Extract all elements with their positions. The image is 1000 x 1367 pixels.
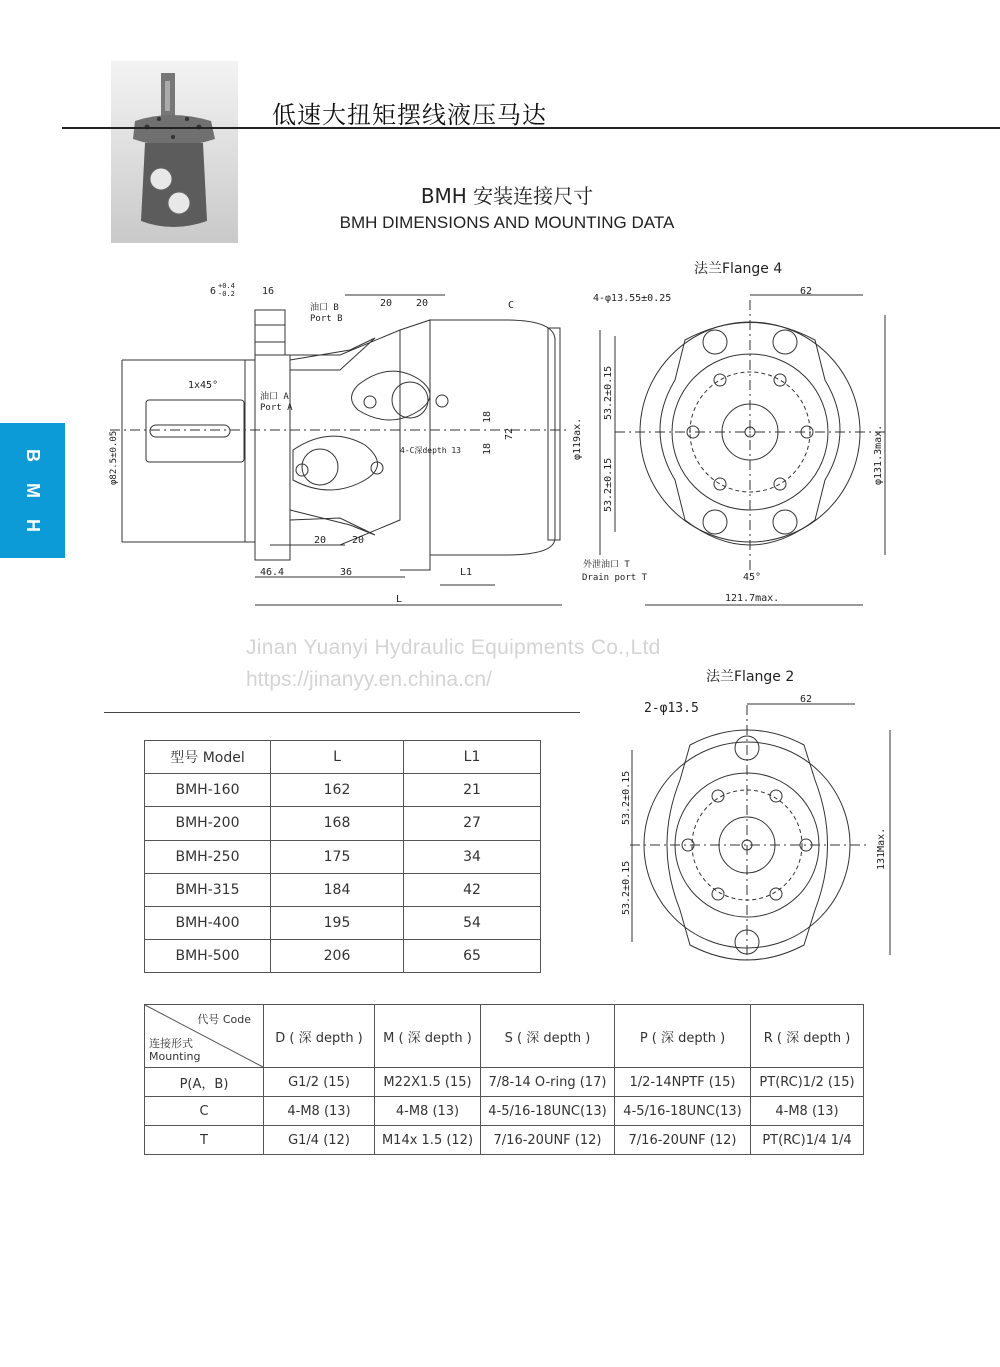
cell-m: 4-M8 (13) <box>375 1097 481 1126</box>
table-row <box>145 1068 864 1097</box>
dim-flange-tol-plus: +0.4 <box>218 282 235 290</box>
cell-l1: 42 <box>404 873 541 906</box>
cell-r: PT(RC)1/4 1/4 <box>751 1126 864 1155</box>
flange4-angle: 45° <box>743 572 762 583</box>
flange4-dim-upper: 53.2±0.15 <box>603 365 614 420</box>
cell-m: M14x 1.5 (12) <box>375 1126 481 1155</box>
cell-l1: 54 <box>404 906 541 939</box>
model-dimension-table <box>144 740 541 973</box>
header-d: D ( 深 depth ) <box>264 1005 375 1068</box>
cell-d: G1/2 (15) <box>264 1068 375 1097</box>
flange4-dim-dia: φ131.3max. <box>873 424 884 485</box>
section-title-cn: BMH 安装连接尺寸 <box>420 184 594 208</box>
cell-model: BMH-315 <box>145 873 271 906</box>
drain-label-cn: 外泄油口 T <box>583 560 630 570</box>
cell-model: BMH-250 <box>145 840 271 873</box>
dim-pilot: 16 <box>262 286 275 297</box>
cell-l1: 21 <box>404 774 541 807</box>
cell-r: PT(RC)1/2 (15) <box>751 1068 864 1097</box>
side-tab-letter: M <box>23 483 43 498</box>
watermark-url: https://jinanyy.en.china.cn/ <box>246 668 492 691</box>
cell-model: BMH-400 <box>145 906 271 939</box>
corner-cell <box>145 1005 264 1068</box>
table-row <box>145 873 541 906</box>
flange4-dim-lower: 53.2±0.15 <box>603 457 614 512</box>
table-row <box>145 1126 864 1155</box>
cell-l: 168 <box>271 807 404 840</box>
dim-18b: 18 <box>482 442 493 455</box>
drain-label-en: Drain port T <box>582 573 648 583</box>
flange4-dim-62: 62 <box>800 286 813 297</box>
mount-en: Mounting <box>149 1050 201 1063</box>
dim-flange-thk: 6 <box>210 286 217 297</box>
dim-port-a-20b: 20 <box>352 535 365 546</box>
flange2-dim-height: 131Max. <box>876 827 887 870</box>
flange2-dim-upper: 53.2±0.15 <box>621 770 632 825</box>
flange4-holes: 4-φ13.55±0.25 <box>593 293 672 304</box>
header-p: P ( 深 depth ) <box>615 1005 751 1068</box>
cell-l: 162 <box>271 774 404 807</box>
table-header-row <box>145 741 541 774</box>
table-row <box>145 906 541 939</box>
side-tab-letter: H <box>23 519 43 532</box>
cell-s: 4-5/16-18UNC(13) <box>481 1097 615 1126</box>
dim-46: 46.4 <box>260 567 285 578</box>
table-header-row <box>145 1005 864 1068</box>
port-a-label-cn: 油口 A <box>260 392 289 402</box>
cell-mounting: P(A，B) <box>145 1068 264 1097</box>
dim-18a: 18 <box>482 410 493 423</box>
corner-mount-label <box>149 1037 201 1063</box>
header-model: 型号 Model <box>145 741 271 774</box>
shaft-outline <box>146 400 244 462</box>
watermark-company: Jinan Yuanyi Hydraulic Equipments Co.,Ltd <box>246 636 661 659</box>
header-m: M ( 深 depth ) <box>375 1005 481 1068</box>
cell-l: 184 <box>271 873 404 906</box>
corner-code-label: 代号 Code <box>197 1013 251 1026</box>
cell-p: 7/16-20UNF (12) <box>615 1126 751 1155</box>
dim-port-b-20a: 20 <box>380 298 393 309</box>
page-title: 低速大扭矩摆线液压马达 <box>272 101 547 129</box>
section-divider <box>104 712 580 713</box>
dim-72: 72 <box>504 427 515 440</box>
port-b-label-en: Port B <box>310 314 343 324</box>
mount-cn: 连接形式 <box>149 1037 193 1050</box>
dim-body-dia: φ119ax. <box>572 417 583 460</box>
flange2-holes: 2-φ13.5 <box>644 701 699 716</box>
flange2-drawing <box>610 690 910 950</box>
flange2-dim-62: 62 <box>800 694 813 705</box>
cell-s: 7/16-20UNF (12) <box>481 1126 615 1155</box>
dim-36: 36 <box>340 567 353 578</box>
header-r: R ( 深 depth ) <box>751 1005 864 1068</box>
dim-l1: L1 <box>460 567 473 578</box>
dim-chamfer: 1x45° <box>188 380 219 391</box>
cell-model: BMH-500 <box>145 940 271 973</box>
port-b-label-cn: 油口 B <box>310 303 339 313</box>
cell-m: M22X1.5 (15) <box>375 1068 481 1097</box>
cell-p: 1/2-14NPTF (15) <box>615 1068 751 1097</box>
header-l: L <box>271 741 404 774</box>
flange2-title: 法兰Flange 2 <box>706 669 795 685</box>
dim-flange-tol-minus: -0.2 <box>218 290 235 298</box>
cell-r: 4-M8 (13) <box>751 1097 864 1126</box>
label-c-depth: 4-C深depth 13 <box>400 446 461 455</box>
port-connection-table <box>144 1004 864 1155</box>
cell-mounting: T <box>145 1126 264 1155</box>
cell-model: BMH-200 <box>145 807 271 840</box>
cell-l: 195 <box>271 906 404 939</box>
cell-l: 175 <box>271 840 404 873</box>
side-tab-letter: B <box>23 449 43 462</box>
flange4-drawing <box>585 280 905 615</box>
dim-shaft-dia: φ82.5±0.05 <box>109 430 119 485</box>
cell-d: 4-M8 (13) <box>264 1097 375 1126</box>
cell-l: 206 <box>271 940 404 973</box>
cell-s: 7/8-14 O-ring (17) <box>481 1068 615 1097</box>
dim-port-b-20b: 20 <box>416 298 429 309</box>
section-title-en: BMH DIMENSIONS AND MOUNTING DATA <box>339 213 675 232</box>
table-row <box>145 940 541 973</box>
cell-p: 4-5/16-18UNC(13) <box>615 1097 751 1126</box>
flange4-width-max: 121.7max. <box>725 593 780 604</box>
header-s: S ( 深 depth ) <box>481 1005 615 1068</box>
shaft-keyway <box>150 425 230 437</box>
flange4-title: 法兰Flange 4 <box>694 261 783 277</box>
dim-port-a-20a: 20 <box>314 535 327 546</box>
table-row <box>145 774 541 807</box>
table-row <box>145 807 541 840</box>
cell-model: BMH-160 <box>145 774 271 807</box>
flange2-dim-lower: 53.2±0.15 <box>621 860 632 915</box>
label-c: C <box>508 300 515 311</box>
table-row <box>145 840 541 873</box>
table-row <box>145 1097 864 1126</box>
cell-l1: 65 <box>404 940 541 973</box>
cell-l1: 27 <box>404 807 541 840</box>
header-l1: L1 <box>404 741 541 774</box>
cell-mounting: C <box>145 1097 264 1126</box>
dim-l: L <box>396 594 403 605</box>
cell-l1: 34 <box>404 840 541 873</box>
section-side-tab <box>0 423 65 558</box>
cell-d: G1/4 (12) <box>264 1126 375 1155</box>
port-a-label-en: Port A <box>260 403 293 413</box>
